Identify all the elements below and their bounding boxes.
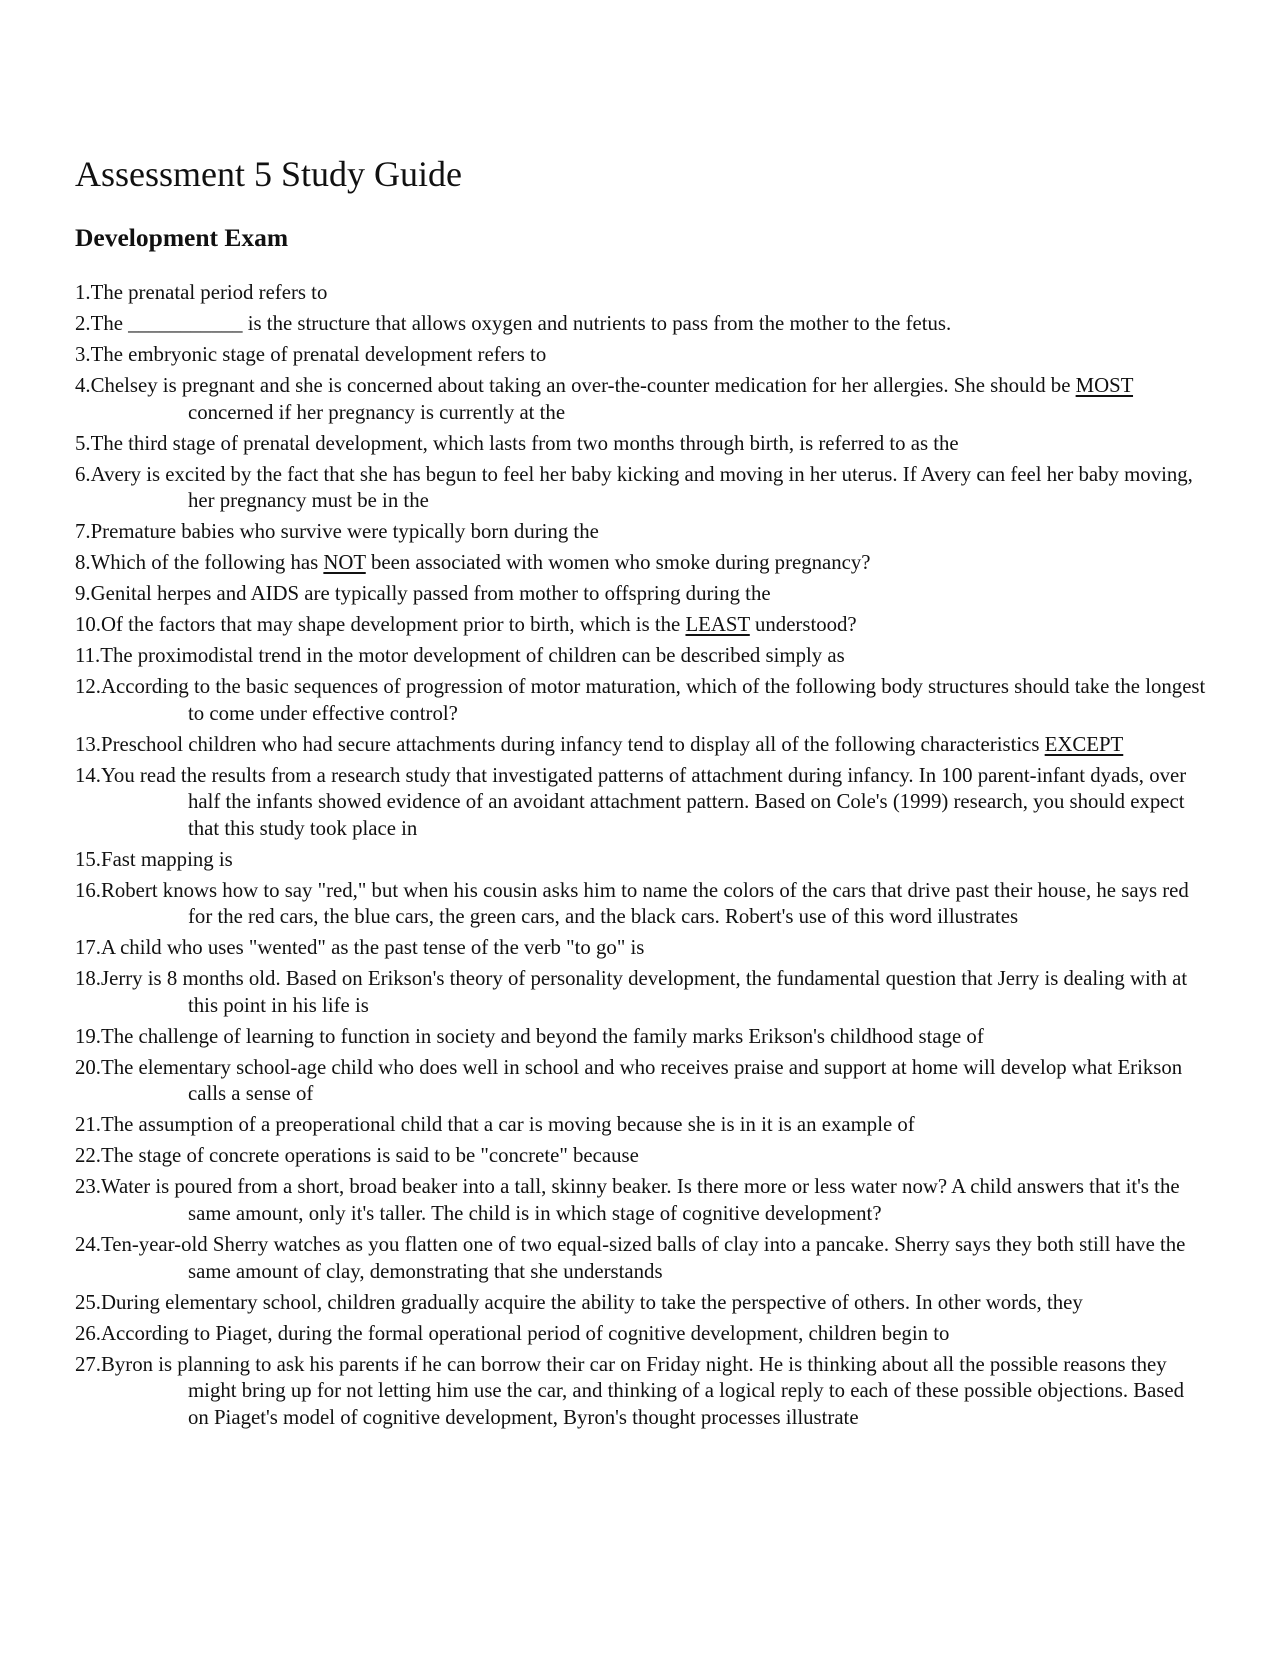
question-item [75,373,1210,426]
question-number: 5. [75,431,91,455]
question-number: 15. [75,847,101,871]
question-number: 13. [75,732,101,756]
emphasis-underlined: EXCEPT [1044,732,1124,756]
question-item [75,643,1210,670]
question-item [75,519,1210,546]
question-text: The stage of concrete operations is said to be "concrete" because [101,1144,639,1168]
question-item [75,1352,1210,1432]
question-item [75,1024,1210,1051]
question-number: 24. [75,1232,101,1256]
question-number: 26. [75,1321,101,1345]
question-number: 7. [75,520,91,544]
section-heading: Development Exam [75,223,289,252]
question-number: 14. [75,763,101,787]
question-item [75,966,1210,1019]
question-item [75,674,1210,727]
question-text: Byron is planning to ask his parents if he can borrow their car on Friday night. He is thinking about all the possible reasons they might bring up for not letting him use the car, and thinking of a logical reply to each of these possible objections. Based on Piaget's model of cognitive development, Byron's thought processes illustrate [101,1352,1185,1429]
emphasis-underlined: LEAST [685,613,750,637]
question-item [75,431,1210,458]
question-number: 4. [75,373,91,397]
question-item [75,612,1210,639]
question-item [75,732,1210,759]
question-item [75,878,1210,931]
question-text: The ___________ is the structure that allows oxygen and nutrients to pass from the mother to the fetus. [90,311,952,335]
question-number: 23. [75,1175,101,1199]
question-text: According to the basic sequences of progression of motor maturation, which of the following body structures should take the longest to come under effective control? [101,675,1206,725]
question-number: 19. [75,1024,101,1048]
question-text: Fast mapping is [101,847,233,871]
question-item [75,280,1210,307]
question-number: 18. [75,967,101,991]
question-text: The proximodistal trend in the motor development of children can be described simply as [100,644,845,668]
question-text: Chelsey is pregnant and she is concerned about taking an over-the-counter medication for her allergies. She should be [90,373,1076,397]
question-number: 22. [75,1144,101,1168]
question-text: According to Piaget, during the formal operational period of cognitive development, children begin to [101,1321,950,1345]
question-number: 12. [75,675,101,699]
question-item [75,311,1210,338]
question-text: understood? [749,613,857,637]
question-number: 10. [75,613,101,637]
question-text: Water is poured from a short, broad beaker into a tall, skinny beaker. Is there more or less water now? A child answers that it's the same amount, only it's taller. The child is in which stage of cognitive development? [101,1175,1180,1225]
question-number: 21. [75,1113,101,1137]
question-text: Jerry is 8 months old. Based on Erikson's theory of personality development, the fundamental question that Jerry is dealing with at this point in his life is [101,967,1188,1017]
document-title: Assessment 5 Study Guide [75,154,462,194]
question-text: The assumption of a preoperational child that a car is moving because she is in it is an example of [101,1113,915,1137]
question-number: 16. [75,878,101,902]
question-text: been associated with women who smoke during pregnancy? [365,551,871,575]
question-item [75,763,1210,843]
question-text: The elementary school-age child who does well in school and who receives praise and support at home will develop what Erikson calls a sense of [101,1055,1183,1106]
question-item [75,847,1210,874]
question-item [75,550,1210,577]
question-item [75,581,1210,608]
question-text: Premature babies who survive were typically born during the [90,520,599,544]
question-text: Which of the following has [90,551,324,575]
question-text: The prenatal period refers to [90,281,328,304]
question-item [75,342,1210,369]
question-number: 8. [75,551,91,575]
question-number: 1. [75,281,91,304]
question-text: Avery is excited by the fact that she has begun to feel her baby kicking and moving in her uterus. If Avery can feel her baby moving, her pregnancy must be in the [90,462,1193,513]
question-text: You read the results from a research study that investigated patterns of attachment during infancy. In 100 parent-infant dyads, over half the infants showed evidence of an avoidant attachment pattern. Based on Cole's (1999) research, you should expect that this study took place in [101,763,1187,840]
emphasis-underlined: MOST [1075,373,1134,397]
question-number: 2. [75,311,91,335]
question-item [75,462,1210,515]
question-item [75,935,1210,962]
question-item [75,1174,1210,1227]
question-text: The challenge of learning to function in society and beyond the family marks Erikson's childhood stage of [101,1024,984,1048]
question-text: Ten-year-old Sherry watches as you flatten one of two equal-sized balls of clay into a pancake. Sherry says they both still have the same amount of clay, demonstrating that she understands [101,1232,1186,1283]
question-item [75,1290,1210,1317]
question-number: 17. [75,936,101,960]
emphasis-underlined: NOT [323,551,366,575]
question-text: concerned if her pregnancy is currently at the [188,400,566,424]
question-item [75,1321,1210,1348]
question-item [75,1112,1210,1139]
question-number: 6. [75,462,91,486]
question-text: Preschool children who had secure attachments during infancy tend to display all of the following characteristics [101,732,1045,756]
question-item [75,1143,1210,1170]
question-text: The embryonic stage of prenatal development refers to [90,342,547,366]
question-text: Of the factors that may shape development prior to birth, which is the [101,613,686,637]
question-item [75,1055,1210,1108]
question-number: 20. [75,1055,101,1079]
question-text: Genital herpes and AIDS are typically passed from mother to offspring during the [90,582,771,606]
question-number: 11. [75,644,101,668]
question-text: A child who uses "wented" as the past tense of the verb "to go" is [101,936,645,960]
question-item [75,1232,1210,1285]
question-text: During elementary school, children gradually acquire the ability to take the perspective of others. In other words, they [101,1290,1083,1314]
question-number: 25. [75,1290,101,1314]
question-text: The third stage of prenatal development, which lasts from two months through birth, is referred to as the [90,431,959,455]
question-number: 3. [75,342,91,366]
question-number: 27. [75,1352,101,1376]
question-number: 9. [75,582,91,606]
question-text: Robert knows how to say "red," but when his cousin asks him to name the colors of the cars that drive past their house, he says red for the red cars, the blue cars, the green cars, and the black cars. Robert's use of this word illustrates [101,878,1189,929]
question-list [75,280,1210,1436]
